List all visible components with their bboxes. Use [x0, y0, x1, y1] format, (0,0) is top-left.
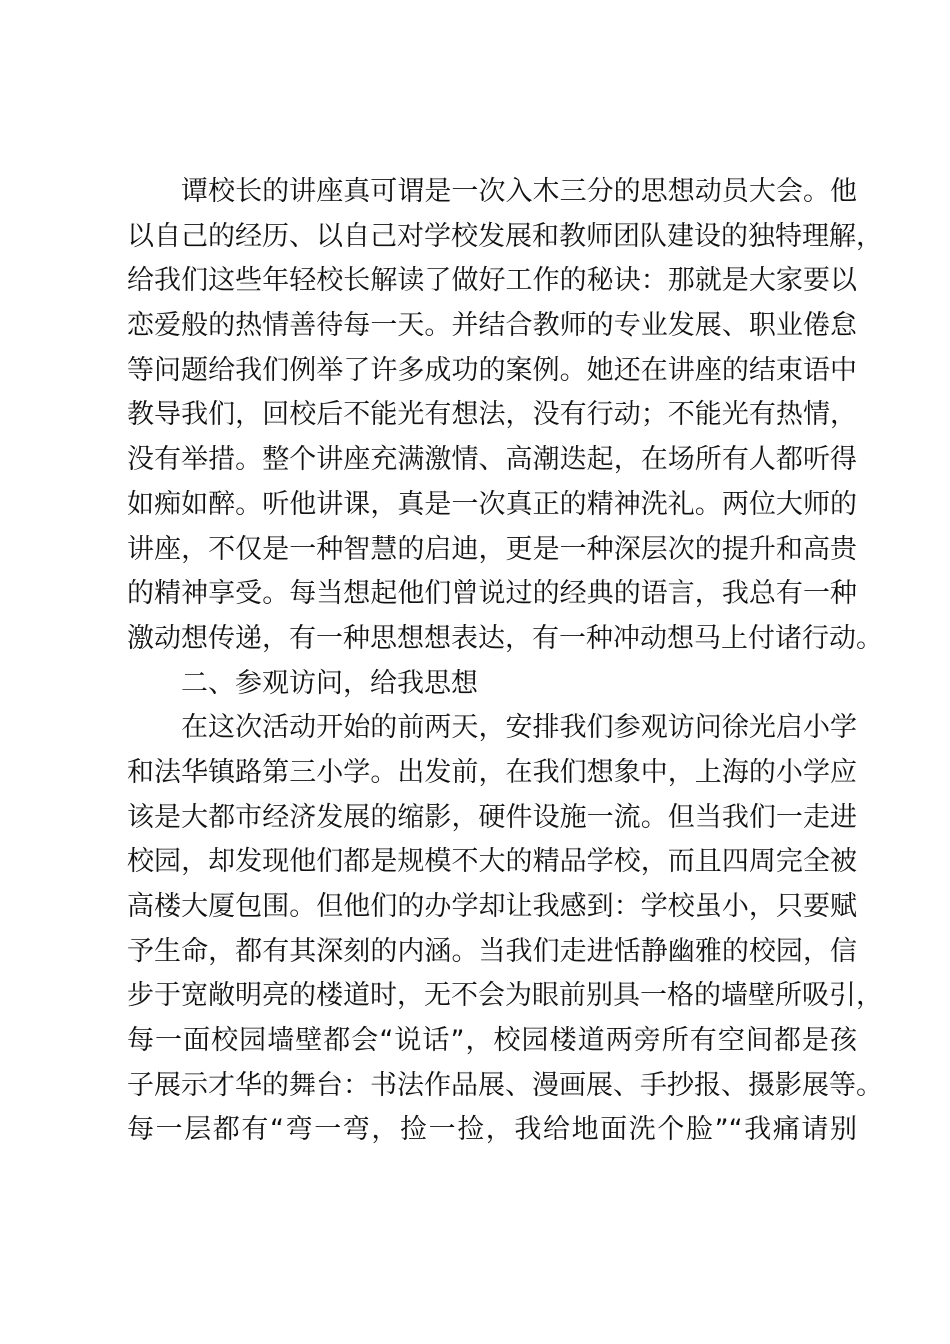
paragraph-line: 步于宽敞明亮的楼道时，无不会为眼前别具一格的墙壁所吸引，	[127, 980, 883, 1012]
section-heading: 二、参观访问，给我思想	[181, 667, 478, 699]
paragraph-line: 的精神享受。每当想起他们曾说过的经典的语言，我总有一种	[127, 578, 857, 610]
paragraph-line: 高楼大厦包围。但他们的办学却让我感到：学校虽小，只要赋	[127, 891, 857, 922]
paragraph-line: 恋爱般的热情善待每一天。并结合教师的专业发展、职业倦怠	[127, 310, 857, 342]
body-text	[127, 170, 883, 1153]
paragraph-line: 谭校长的讲座真可谓是一次入木三分的思想动员大会。他	[181, 176, 857, 207]
paragraph-line: 激动想传递，有一种思想想表达，有一种冲动想马上付诸行动。	[127, 622, 883, 654]
paragraph-line: 每一面校园墙壁都会“说话”，校园楼道两旁所有空间都是孩	[127, 1025, 857, 1057]
paragraph-line: 在这次活动开始的前两天，安排我们参观访问徐光启小学	[181, 712, 857, 744]
paragraph-line: 给我们这些年轻校长解读了做好工作的秘诀：那就是大家要以	[127, 265, 857, 297]
paragraph-line: 子展示才华的舞台：书法作品展、漫画展、手抄报、摄影展等。	[127, 1069, 883, 1101]
paragraph-line: 每一层都有“弯一弯，捡一捡，我给地面洗个脸”“我痛请别	[127, 1114, 857, 1146]
paragraph-line: 等问题给我们例举了许多成功的案例。她还在讲座的结束语中	[127, 354, 857, 386]
paragraph-line: 予生命，都有其深刻的内涵。当我们走进恬静幽雅的校园，信	[127, 935, 857, 967]
paragraph-line: 校园，却发现他们都是规模不大的精品学校，而且四周完全被	[127, 846, 857, 878]
paragraph-line: 如痴如醉。听他讲课，真是一次真正的精神洗礼。两位大师的	[127, 488, 857, 520]
paragraph-line: 讲座，不仅是一种智慧的启迪，更是一种深层次的提升和高贵	[127, 533, 857, 565]
paragraph-line: 以自己的经历、以自己对学校发展和教师团队建设的独特理解，	[127, 220, 883, 252]
paragraph-line: 该是大都市经济发展的缩影，硬件设施一流。但当我们一走进	[127, 801, 857, 833]
paragraph-line: 没有举措。整个讲座充满激情、高潮迭起，在场所有人都听得	[127, 444, 857, 476]
paragraph-line: 和法华镇路第三小学。出发前，在我们想象中，上海的小学应	[127, 756, 857, 788]
paragraph-line: 教导我们，回校后不能光有想法，没有行动；不能光有热情，	[127, 399, 857, 431]
